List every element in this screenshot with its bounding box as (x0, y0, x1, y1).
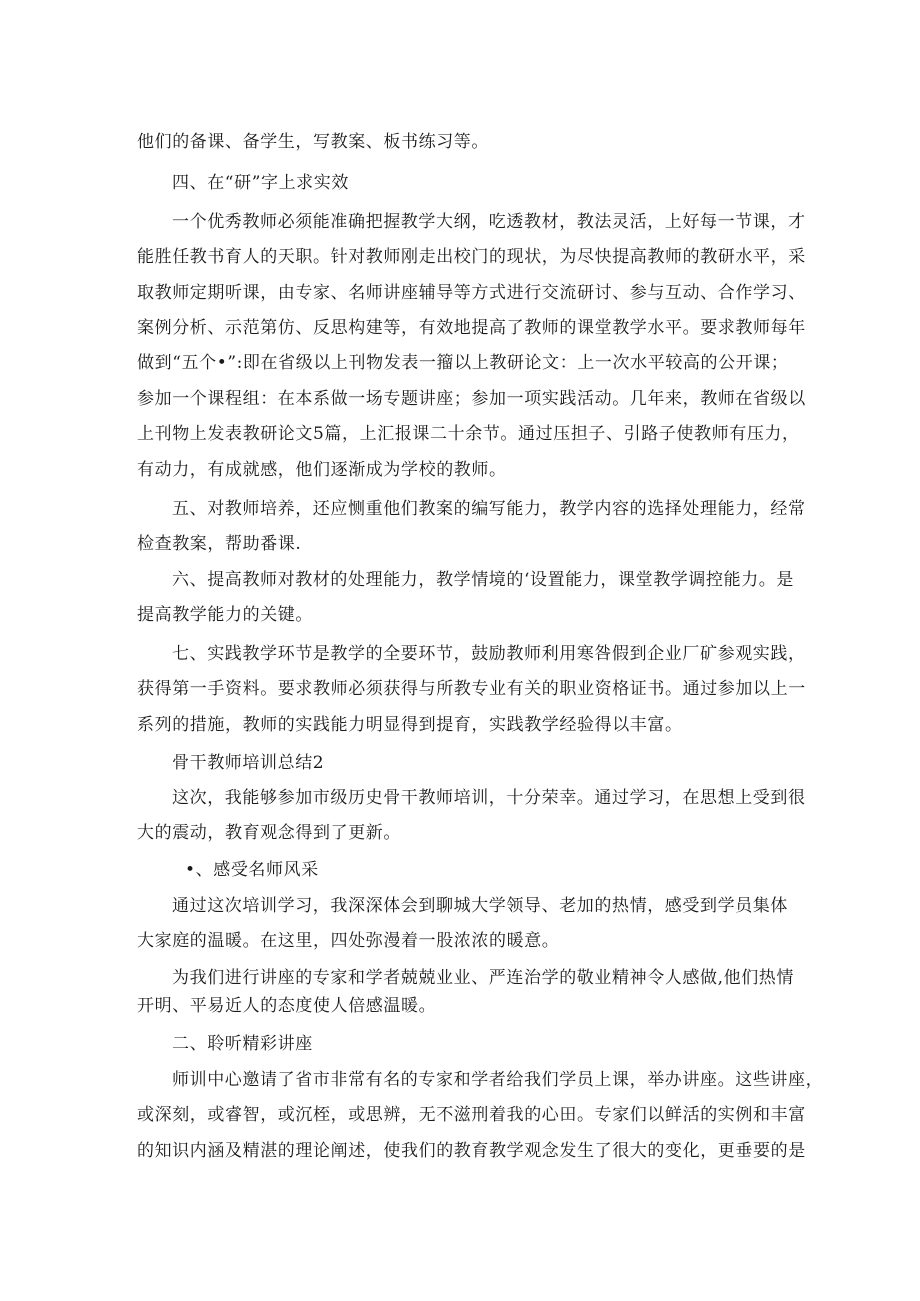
text-line: 的知识内涵及精湛的理论阐述，使我们的教育教学观念发生了很大的变化，更垂要的是 (137, 1141, 806, 1161)
section-heading: 二、聆听精彩讲座 (172, 1034, 313, 1054)
text-line: 一个优秀教师必须能准确把握教学大纲，吃透教材，教法灵活，上好每一节课，才 (172, 212, 806, 232)
text-line: 六、提高教师对教材的处理能力，教学情境的‘设置能力，课堂教学调控能力。是 (172, 570, 795, 590)
text-line: 或深刻，或睿智，或沉桎，或思辨，无不滋刑着我的心田。专家们以鲜活的实例和丰富 (137, 1105, 806, 1125)
text-line: 五、对教师培养，还应恻重他们教案的编写能力，教学内容的选择处理能力，经常 (172, 499, 806, 519)
text-line: 师训中心邀请了省市非常有名的专家和学者给我们学员上课，举办讲座。这些讲座， (172, 1070, 824, 1090)
section-heading: 四、在“研”字上求实效 (172, 173, 349, 193)
text-line: 开明、平易近人的态度使人倍感温暖。 (137, 996, 437, 1016)
text-line: 有动力，有成就感，他们逐渐成为学校的教师。 (137, 460, 507, 480)
text-line: 大的震动，教育观念得到了更新。 (137, 823, 401, 843)
section-heading: •、感受名师风采 (185, 860, 319, 880)
text-line: 案例分析、示范第仿、反思构建等，有效地提高了教师的课堂教学水平。要求教师每年 (137, 318, 806, 338)
text-line: 提高教学能力的关键。 (137, 605, 313, 625)
text-line: 取教师定期听课，由专家、名师讲座辅导等方式进行交流研讨、参与互动、合作学习、 (137, 283, 806, 303)
text-line: 检查教案，帮助番课. (137, 534, 302, 554)
section-title: 骨干教师培训总结2 (172, 753, 325, 773)
text-line: 通过这次培训学习，我深深体会到聊城大学领导、老加的热情，感受到学员集体 (172, 896, 788, 916)
text-line: 上刊物上发表教研论文5篇，上汇报课二十余节。通过压担子、引路子使教师有压力， (137, 424, 800, 444)
text-line: 参加一个课程组：在本系做一场专题讲座；参加一项实践活动。几年来，教师在省级以 (137, 389, 806, 409)
text-line: 大家庭的温暖。在这里，四处弥漫着一股浓浓的暖意。 (137, 931, 560, 951)
text-line: 能胜任教书育人的天职。针对教师刚走出校门的现状，为尽快提高教师的教研水平，采 (137, 247, 806, 267)
text-line: 这次，我能够参加市级历史骨干教师培训，十分荣幸。通过学习，在思想上受到很 (172, 788, 806, 808)
text-line: 为我们进行讲座的专家和学者兢兢业业、严连治学的敬业精神令人感做,他们热情 (172, 968, 795, 988)
text-line: 系列的措施，教师的实践能力明显得到提育，实践教学经验得以丰富。 (137, 715, 683, 735)
text-line: 做到“五个•”:即在省级以上刊物发表一籀以上教研论文：上一次水平较高的公开课； (137, 353, 789, 373)
text-line: 七、实践教学环节是教学的全要环节，鼓励教师利用寒咎假到企业厂矿参观实践， (172, 644, 806, 664)
text-line: 他们的备课、备学生，写教案、板书练习等。 (137, 132, 489, 152)
text-line: 获得第一手资料。要求教师必须获得与所教专业有关的职业资格证书。通过参加以上一 (137, 679, 806, 699)
